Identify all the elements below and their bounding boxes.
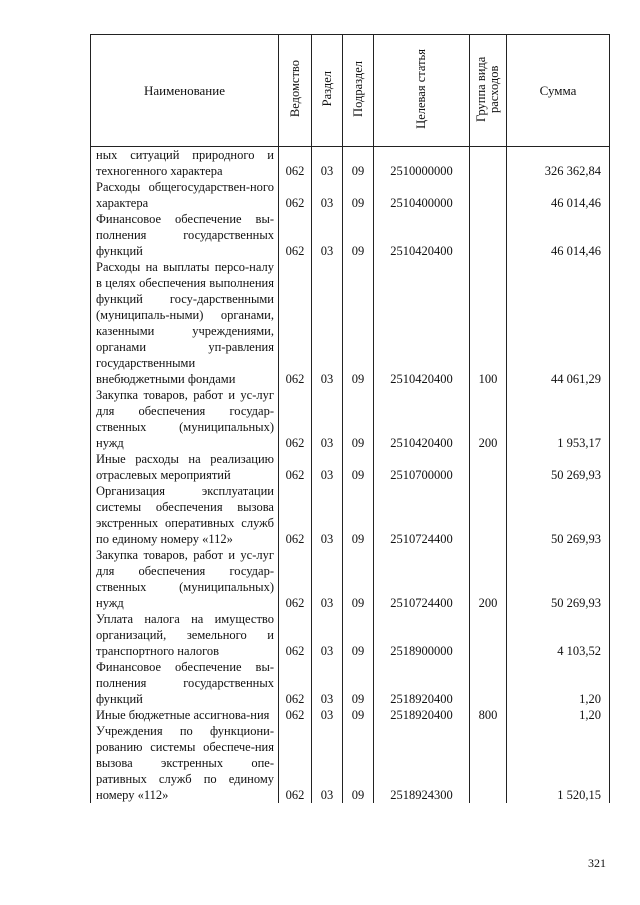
row-section: 03 (312, 723, 343, 803)
table-row (91, 611, 610, 659)
table-body (91, 147, 610, 804)
row-amount: 44 061,29 (507, 259, 610, 387)
row-subsection: 09 (343, 211, 374, 259)
row-expense-group (470, 179, 507, 211)
row-department: 062 (279, 387, 312, 451)
table-row (91, 259, 610, 387)
row-department: 062 (279, 451, 312, 483)
row-name: Расходы общегосударствен-ного характера (91, 179, 279, 211)
row-subsection: 09 (343, 547, 374, 611)
row-name: Финансовое обеспечение вы-полнения государственных функций (91, 211, 279, 259)
header-department: Ведомство (279, 35, 312, 147)
row-target-article: 2510724400 (374, 547, 470, 611)
row-subsection: 09 (343, 723, 374, 803)
budget-table (90, 34, 610, 803)
row-target-article: 2518924300 (374, 723, 470, 803)
row-amount: 326 362,84 (507, 147, 610, 180)
row-section: 03 (312, 707, 343, 723)
table-row (91, 451, 610, 483)
row-section: 03 (312, 211, 343, 259)
page-number: 321 (588, 856, 606, 870)
table-row (91, 387, 610, 451)
row-section: 03 (312, 483, 343, 547)
row-name: Закупка товаров, работ и ус-луг для обеспечения государ-ственных (муниципальных) нужд (91, 547, 279, 611)
row-department: 062 (279, 147, 312, 180)
row-subsection: 09 (343, 179, 374, 211)
row-subsection: 09 (343, 387, 374, 451)
row-amount: 50 269,93 (507, 483, 610, 547)
row-department: 062 (279, 659, 312, 707)
row-name: Закупка товаров, работ и ус-луг для обеспечения государ-ственных (муниципальных) нужд (91, 387, 279, 451)
row-subsection: 09 (343, 659, 374, 707)
row-name: Расходы на выплаты персо-налу в целях обеспечения выполнения функций госу-дарственными (муниципаль-ными) органами, казенными учреждениями, органами уп-равления государственными внебюджетными фондами (91, 259, 279, 387)
row-expense-group (470, 659, 507, 707)
table-row (91, 723, 610, 803)
row-department: 062 (279, 707, 312, 723)
row-expense-group: 200 (470, 387, 507, 451)
row-name: Учреждения по функциони-рованию системы обеспече-ния вызова экстренных опе-ративных служб по единому номеру «112» (91, 723, 279, 803)
table-row (91, 483, 610, 547)
row-amount: 46 014,46 (507, 179, 610, 211)
row-expense-group (470, 611, 507, 659)
row-name: ных ситуаций природного и техногенного характера (91, 147, 279, 180)
row-subsection: 09 (343, 611, 374, 659)
table-row (91, 547, 610, 611)
row-department: 062 (279, 179, 312, 211)
row-section: 03 (312, 451, 343, 483)
row-target-article: 2510420400 (374, 259, 470, 387)
row-name: Уплата налога на имущество организаций, земельного и транспортного налогов (91, 611, 279, 659)
row-target-article: 2510420400 (374, 211, 470, 259)
row-subsection: 09 (343, 707, 374, 723)
row-expense-group (470, 483, 507, 547)
row-name: Иные бюджетные ассигнова-ния (91, 707, 279, 723)
table-row (91, 147, 610, 180)
row-name: Организация эксплуатации системы обеспечения вызова экстренных оперативных служб по единому номеру «112» (91, 483, 279, 547)
row-department: 062 (279, 483, 312, 547)
row-target-article: 2510700000 (374, 451, 470, 483)
row-department: 062 (279, 211, 312, 259)
header-subsection: Подраздел (343, 35, 374, 147)
row-target-article: 2510400000 (374, 179, 470, 211)
row-amount: 50 269,93 (507, 451, 610, 483)
row-section: 03 (312, 547, 343, 611)
table-row (91, 659, 610, 707)
row-section: 03 (312, 387, 343, 451)
row-section: 03 (312, 147, 343, 180)
row-amount: 4 103,52 (507, 611, 610, 659)
row-subsection: 09 (343, 259, 374, 387)
row-target-article: 2518900000 (374, 611, 470, 659)
row-amount: 1 953,17 (507, 387, 610, 451)
row-name: Иные расходы на реализацию отраслевых мероприятий (91, 451, 279, 483)
header-expense-group: Группа вида расходов (470, 35, 507, 147)
row-target-article: 2510420400 (374, 387, 470, 451)
row-amount: 1,20 (507, 659, 610, 707)
row-department: 062 (279, 259, 312, 387)
row-amount: 1 520,15 (507, 723, 610, 803)
row-target-article: 2518920400 (374, 707, 470, 723)
row-expense-group: 100 (470, 259, 507, 387)
row-expense-group: 800 (470, 707, 507, 723)
header-name: Наименование (91, 35, 279, 147)
table-row (91, 179, 610, 211)
row-expense-group (470, 451, 507, 483)
row-department: 062 (279, 547, 312, 611)
table-row (91, 211, 610, 259)
row-amount: 46 014,46 (507, 211, 610, 259)
row-expense-group (470, 211, 507, 259)
row-amount: 50 269,93 (507, 547, 610, 611)
row-section: 03 (312, 179, 343, 211)
row-subsection: 09 (343, 451, 374, 483)
row-expense-group (470, 147, 507, 180)
row-target-article: 2518920400 (374, 659, 470, 707)
row-target-article: 2510000000 (374, 147, 470, 180)
row-section: 03 (312, 611, 343, 659)
row-name: Финансовое обеспечение вы-полнения государственных функций (91, 659, 279, 707)
header-section: Раздел (312, 35, 343, 147)
row-section: 03 (312, 659, 343, 707)
table-row (91, 707, 610, 723)
row-target-article: 2510724400 (374, 483, 470, 547)
header-amount: Сумма (507, 35, 610, 147)
row-expense-group: 200 (470, 547, 507, 611)
row-expense-group (470, 723, 507, 803)
header-target-article: Целевая статья (374, 35, 470, 147)
row-subsection: 09 (343, 147, 374, 180)
table-header (91, 35, 610, 147)
row-section: 03 (312, 259, 343, 387)
row-department: 062 (279, 611, 312, 659)
row-department: 062 (279, 723, 312, 803)
row-amount: 1,20 (507, 707, 610, 723)
row-subsection: 09 (343, 483, 374, 547)
